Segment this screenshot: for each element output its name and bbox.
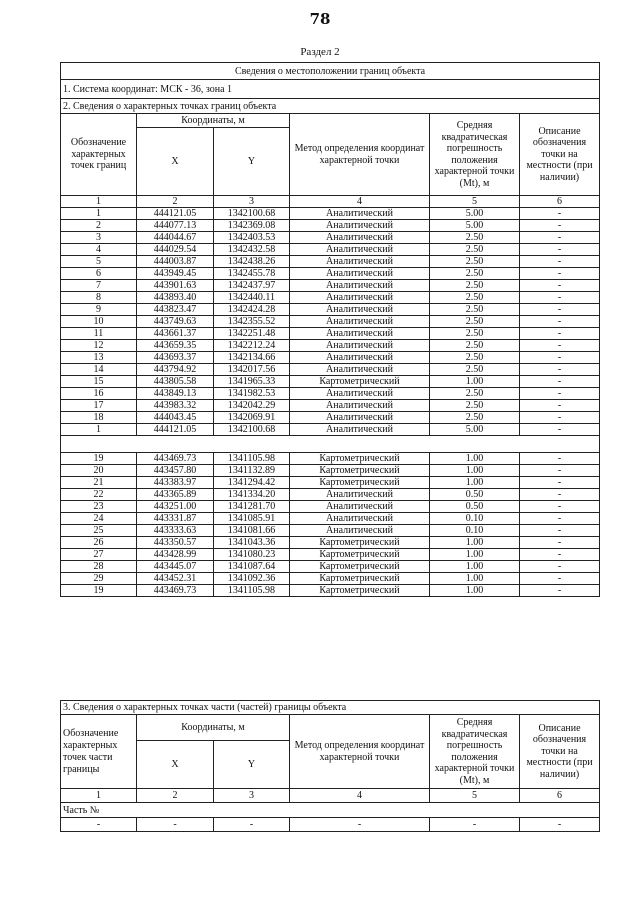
description-cell: - (520, 268, 600, 280)
header-method-part: Метод определения координат характерной точки (290, 715, 430, 789)
description-cell: - (520, 376, 600, 388)
header-point-designation: Обозначение характерных точек границ (61, 114, 137, 196)
error-cell: 5.00 (430, 424, 520, 436)
method-cell: Аналитический (290, 352, 430, 364)
method-cell: Картометрический (290, 453, 430, 465)
method-cell: Аналитический (290, 232, 430, 244)
point-number-cell: 22 (61, 489, 137, 501)
table-row (61, 256, 600, 268)
header-error: Средняя квадратическая погрешность положения характерной точки (Mt), м (430, 114, 520, 196)
y-coordinate-cell: 1341092.36 (214, 573, 290, 585)
x-coordinate-cell: 444029.54 (137, 244, 214, 256)
table-row (61, 585, 600, 597)
description-cell: - (520, 549, 600, 561)
error-cell: 1.00 (430, 537, 520, 549)
y-coordinate-cell: 1342438.26 (214, 256, 290, 268)
point-number-cell: 5 (61, 256, 137, 268)
error-cell: 2.50 (430, 400, 520, 412)
error-cell: 2.50 (430, 364, 520, 376)
y-coordinate-cell: 1342369.08 (214, 220, 290, 232)
x-coordinate-cell: 444044.67 (137, 232, 214, 244)
part-label-row (61, 803, 600, 818)
method-cell: Аналитический (290, 412, 430, 424)
table-row (61, 364, 600, 376)
x-coordinate-cell: 443794.92 (137, 364, 214, 376)
x-coordinate-cell: 444043.45 (137, 412, 214, 424)
table-row (61, 561, 600, 573)
description-cell: - (520, 477, 600, 489)
method-cell: Картометрический (290, 465, 430, 477)
header-description-part: Описание обозначения точки на местности (при наличии) (520, 715, 600, 789)
point-number-cell: 28 (61, 561, 137, 573)
table-row (61, 328, 600, 340)
table-row (61, 489, 600, 501)
method-cell: Аналитический (290, 256, 430, 268)
method-cell: Аналитический (290, 316, 430, 328)
x-coordinate-cell: 443350.57 (137, 537, 214, 549)
error-cell: 2.50 (430, 256, 520, 268)
error-cell: 0.10 (430, 525, 520, 537)
table-row (61, 232, 600, 244)
point-number-cell: 1 (61, 208, 137, 220)
table-row (61, 477, 600, 489)
y-coordinate-cell: 1341043.36 (214, 537, 290, 549)
y-coordinate-cell: 1342100.68 (214, 424, 290, 436)
method-cell: Аналитический (290, 340, 430, 352)
table-title: Сведения о местоположении границ объекта (61, 63, 600, 80)
point-number-cell: 13 (61, 352, 137, 364)
description-cell: - (520, 400, 600, 412)
x-coordinate-cell: 443749.63 (137, 316, 214, 328)
point-number-cell: 8 (61, 292, 137, 304)
description-cell: - (520, 232, 600, 244)
description-cell: - (520, 328, 600, 340)
y-coordinate-cell: 1342424.28 (214, 304, 290, 316)
method-cell: Аналитический (290, 280, 430, 292)
method-cell: Аналитический (290, 424, 430, 436)
y-coordinate-cell: 1342042.29 (214, 400, 290, 412)
header-x-part: X (137, 741, 214, 789)
description-cell: - (520, 561, 600, 573)
header-y: Y (214, 128, 290, 196)
error-cell: 5.00 (430, 208, 520, 220)
y-coordinate-cell: 3 (214, 196, 290, 208)
x-coordinate-cell: 443823.47 (137, 304, 214, 316)
point-number-cell: 1 (61, 196, 137, 208)
y-coordinate-cell: 1342432.58 (214, 244, 290, 256)
y-coordinate-cell: 1342403.53 (214, 232, 290, 244)
point-number-cell: 19 (61, 453, 137, 465)
y-coordinate-cell: 1341294.42 (214, 477, 290, 489)
boundary-points-table (60, 62, 600, 597)
description-cell: - (520, 501, 600, 513)
x-coordinate-cell: 443949.45 (137, 268, 214, 280)
error-cell: 2.50 (430, 304, 520, 316)
y-coordinate-cell: 1341085.91 (214, 513, 290, 525)
y-coordinate-cell: 1341132.89 (214, 465, 290, 477)
point-number-cell: 1 (61, 789, 137, 803)
separator-row (61, 436, 600, 453)
x-coordinate-cell: 443469.73 (137, 585, 214, 597)
method-cell: Аналитический (290, 220, 430, 232)
point-number-cell: 20 (61, 465, 137, 477)
y-coordinate-cell: 1341105.98 (214, 453, 290, 465)
table-row (61, 292, 600, 304)
error-cell: 2.50 (430, 316, 520, 328)
x-coordinate-cell: 443659.35 (137, 340, 214, 352)
error-cell: 2.50 (430, 352, 520, 364)
point-number-cell: 4 (61, 244, 137, 256)
table-row (61, 513, 600, 525)
table-row (61, 400, 600, 412)
y-coordinate-cell: 1342440.11 (214, 292, 290, 304)
description-cell: - (520, 525, 600, 537)
error-cell: 2.50 (430, 292, 520, 304)
y-coordinate-cell: 1342437.97 (214, 280, 290, 292)
x-coordinate-cell: 443365.89 (137, 489, 214, 501)
x-coordinate-cell: 443983.32 (137, 400, 214, 412)
table-row (61, 352, 600, 364)
description-cell: 6 (520, 789, 600, 803)
method-cell: Картометрический (290, 573, 430, 585)
point-number-cell: 27 (61, 549, 137, 561)
error-cell: 2.50 (430, 412, 520, 424)
x-coordinate-cell: 443452.31 (137, 573, 214, 585)
description-cell: - (520, 352, 600, 364)
point-number-cell: 21 (61, 477, 137, 489)
method-cell: Картометрический (290, 561, 430, 573)
y-coordinate-cell: 1342355.52 (214, 316, 290, 328)
method-cell: Аналитический (290, 292, 430, 304)
description-cell: - (520, 256, 600, 268)
error-cell: 0.10 (430, 513, 520, 525)
point-number-cell: 14 (61, 364, 137, 376)
description-cell: - (520, 220, 600, 232)
table-row (61, 453, 600, 465)
point-number-cell: 26 (61, 537, 137, 549)
method-cell: Картометрический (290, 585, 430, 597)
header-error-part: Средняя квадратическая погрешность положения характерной точки (Mt), м (430, 715, 520, 789)
description-cell: - (520, 244, 600, 256)
method-cell: Картометрический (290, 376, 430, 388)
error-cell: 1.00 (430, 585, 520, 597)
x-coordinate-cell: 444121.05 (137, 424, 214, 436)
y-coordinate-cell: 1342251.48 (214, 328, 290, 340)
method-cell: Аналитический (290, 388, 430, 400)
point-number-cell: 17 (61, 400, 137, 412)
x-coordinate-cell: 443693.37 (137, 352, 214, 364)
error-cell: 2.50 (430, 268, 520, 280)
method-cell: Аналитический (290, 328, 430, 340)
point-number-cell: 6 (61, 268, 137, 280)
error-cell: 1.00 (430, 573, 520, 585)
method-cell: Картометрический (290, 549, 430, 561)
point-number-cell: - (61, 818, 137, 832)
column-number-row-part (61, 789, 600, 803)
table-row (61, 501, 600, 513)
point-number-cell: 7 (61, 280, 137, 292)
point-number-cell: 19 (61, 585, 137, 597)
x-coordinate-cell: 443893.40 (137, 292, 214, 304)
x-coordinate-cell: 443251.00 (137, 501, 214, 513)
error-cell: 1.00 (430, 376, 520, 388)
description-cell: - (520, 453, 600, 465)
table-row (61, 537, 600, 549)
section-label: Раздел 2 (300, 46, 340, 58)
point-number-cell: 25 (61, 525, 137, 537)
error-cell: 5 (430, 789, 520, 803)
x-coordinate-cell: 443849.13 (137, 388, 214, 400)
table-row (61, 388, 600, 400)
x-coordinate-cell: 444077.13 (137, 220, 214, 232)
error-cell: 2.50 (430, 280, 520, 292)
x-coordinate-cell: 443383.97 (137, 477, 214, 489)
point-number-cell: 1 (61, 424, 137, 436)
table-row (61, 376, 600, 388)
description-cell: - (520, 424, 600, 436)
header-description: Описание обозначения точки на местности (при наличии) (520, 114, 600, 196)
x-coordinate-cell: 443469.73 (137, 453, 214, 465)
method-cell: Аналитический (290, 208, 430, 220)
y-coordinate-cell: - (214, 818, 290, 832)
column-number-row (61, 196, 600, 208)
y-coordinate-cell: 1341087.64 (214, 561, 290, 573)
table-row (61, 525, 600, 537)
description-cell: - (520, 573, 600, 585)
point-number-cell: 3 (61, 232, 137, 244)
method-cell: 4 (290, 789, 430, 803)
description-cell: - (520, 489, 600, 501)
part-label: Часть № (61, 803, 600, 818)
x-coordinate-cell: 443331.87 (137, 513, 214, 525)
error-cell: 5 (430, 196, 520, 208)
method-cell: Аналитический (290, 244, 430, 256)
description-cell: - (520, 412, 600, 424)
point-number-cell: 2 (61, 220, 137, 232)
description-cell: - (520, 208, 600, 220)
point-number-cell: 29 (61, 573, 137, 585)
section3-heading: 3. Сведения о характерных точках части (частей) границы объекта (61, 701, 600, 715)
description-cell: - (520, 537, 600, 549)
table-row (61, 340, 600, 352)
error-cell: 2.50 (430, 244, 520, 256)
table-row (61, 280, 600, 292)
method-cell: Аналитический (290, 525, 430, 537)
error-cell: 1.00 (430, 453, 520, 465)
point-number-cell: 18 (61, 412, 137, 424)
x-coordinate-cell: 2 (137, 196, 214, 208)
table-row (61, 304, 600, 316)
y-coordinate-cell: 1342100.68 (214, 208, 290, 220)
header-point-designation-part: Обозначение характерных точек части границы (61, 715, 137, 789)
x-coordinate-cell: 443661.37 (137, 328, 214, 340)
header-y-part: Y (214, 741, 290, 789)
error-cell: 0.50 (430, 501, 520, 513)
part-points-table (60, 700, 600, 832)
point-number-cell: 24 (61, 513, 137, 525)
method-cell: Аналитический (290, 513, 430, 525)
y-coordinate-cell: 1341105.98 (214, 585, 290, 597)
table-row (61, 268, 600, 280)
y-coordinate-cell: 1341080.23 (214, 549, 290, 561)
coordinate-system: 1. Система координат: МСК - 36, зона 1 (61, 80, 600, 99)
description-cell: - (520, 465, 600, 477)
method-cell: Аналитический (290, 501, 430, 513)
y-coordinate-cell: 1342455.78 (214, 268, 290, 280)
x-coordinate-cell: 443457.80 (137, 465, 214, 477)
x-coordinate-cell: 2 (137, 789, 214, 803)
point-number-cell: 11 (61, 328, 137, 340)
error-cell: 2.50 (430, 388, 520, 400)
description-cell: - (520, 513, 600, 525)
y-coordinate-cell: 3 (214, 789, 290, 803)
description-cell: - (520, 388, 600, 400)
x-coordinate-cell: 444003.87 (137, 256, 214, 268)
point-number-cell: 9 (61, 304, 137, 316)
error-cell: 2.50 (430, 232, 520, 244)
table-row (61, 316, 600, 328)
table-row (61, 244, 600, 256)
point-number-cell: 23 (61, 501, 137, 513)
header-coordinates: Координаты, м (137, 114, 290, 128)
error-cell: 0.50 (430, 489, 520, 501)
x-coordinate-cell: 443805.58 (137, 376, 214, 388)
error-cell: 1.00 (430, 549, 520, 561)
point-number-cell: 15 (61, 376, 137, 388)
point-number-cell: 10 (61, 316, 137, 328)
table-row (61, 573, 600, 585)
x-coordinate-cell: 443445.07 (137, 561, 214, 573)
error-cell: 1.00 (430, 561, 520, 573)
description-cell: - (520, 316, 600, 328)
table-row (61, 208, 600, 220)
description-cell: - (520, 292, 600, 304)
x-coordinate-cell: 443901.63 (137, 280, 214, 292)
section2-heading: 2. Сведения о характерных точках границ объекта (61, 99, 600, 114)
table-row (61, 412, 600, 424)
description-cell: - (520, 585, 600, 597)
table-row (61, 424, 600, 436)
method-cell: Аналитический (290, 304, 430, 316)
error-cell: 1.00 (430, 465, 520, 477)
y-coordinate-cell: 1342212.24 (214, 340, 290, 352)
error-cell: 2.50 (430, 328, 520, 340)
x-coordinate-cell: 443333.63 (137, 525, 214, 537)
y-coordinate-cell: 1341081.66 (214, 525, 290, 537)
table-row (61, 220, 600, 232)
header-x: X (137, 128, 214, 196)
description-cell: - (520, 364, 600, 376)
table-row (61, 549, 600, 561)
description-cell: 6 (520, 196, 600, 208)
method-cell: Картометрический (290, 537, 430, 549)
y-coordinate-cell: 1342017.56 (214, 364, 290, 376)
method-cell: Аналитический (290, 268, 430, 280)
table-row (61, 465, 600, 477)
method-cell: Аналитический (290, 400, 430, 412)
error-cell: 5.00 (430, 220, 520, 232)
method-cell: Картометрический (290, 477, 430, 489)
page-number: 78 (309, 10, 331, 28)
x-coordinate-cell: 444121.05 (137, 208, 214, 220)
y-coordinate-cell: 1341965.33 (214, 376, 290, 388)
part-empty-row (61, 818, 600, 832)
description-cell: - (520, 280, 600, 292)
description-cell: - (520, 340, 600, 352)
separator-cell (61, 436, 600, 453)
method-cell: - (290, 818, 430, 832)
header-coordinates-part: Координаты, м (137, 715, 290, 741)
y-coordinate-cell: 1342069.91 (214, 412, 290, 424)
error-cell: 1.00 (430, 477, 520, 489)
x-coordinate-cell: 443428.99 (137, 549, 214, 561)
description-cell: - (520, 818, 600, 832)
method-cell: Аналитический (290, 489, 430, 501)
point-number-cell: 16 (61, 388, 137, 400)
header-method: Метод определения координат характерной точки (290, 114, 430, 196)
description-cell: - (520, 304, 600, 316)
method-cell: 4 (290, 196, 430, 208)
error-cell: 2.50 (430, 340, 520, 352)
point-number-cell: 12 (61, 340, 137, 352)
y-coordinate-cell: 1341334.20 (214, 489, 290, 501)
y-coordinate-cell: 1341982.53 (214, 388, 290, 400)
error-cell: - (430, 818, 520, 832)
method-cell: Аналитический (290, 364, 430, 376)
y-coordinate-cell: 1341281.70 (214, 501, 290, 513)
x-coordinate-cell: - (137, 818, 214, 832)
y-coordinate-cell: 1342134.66 (214, 352, 290, 364)
